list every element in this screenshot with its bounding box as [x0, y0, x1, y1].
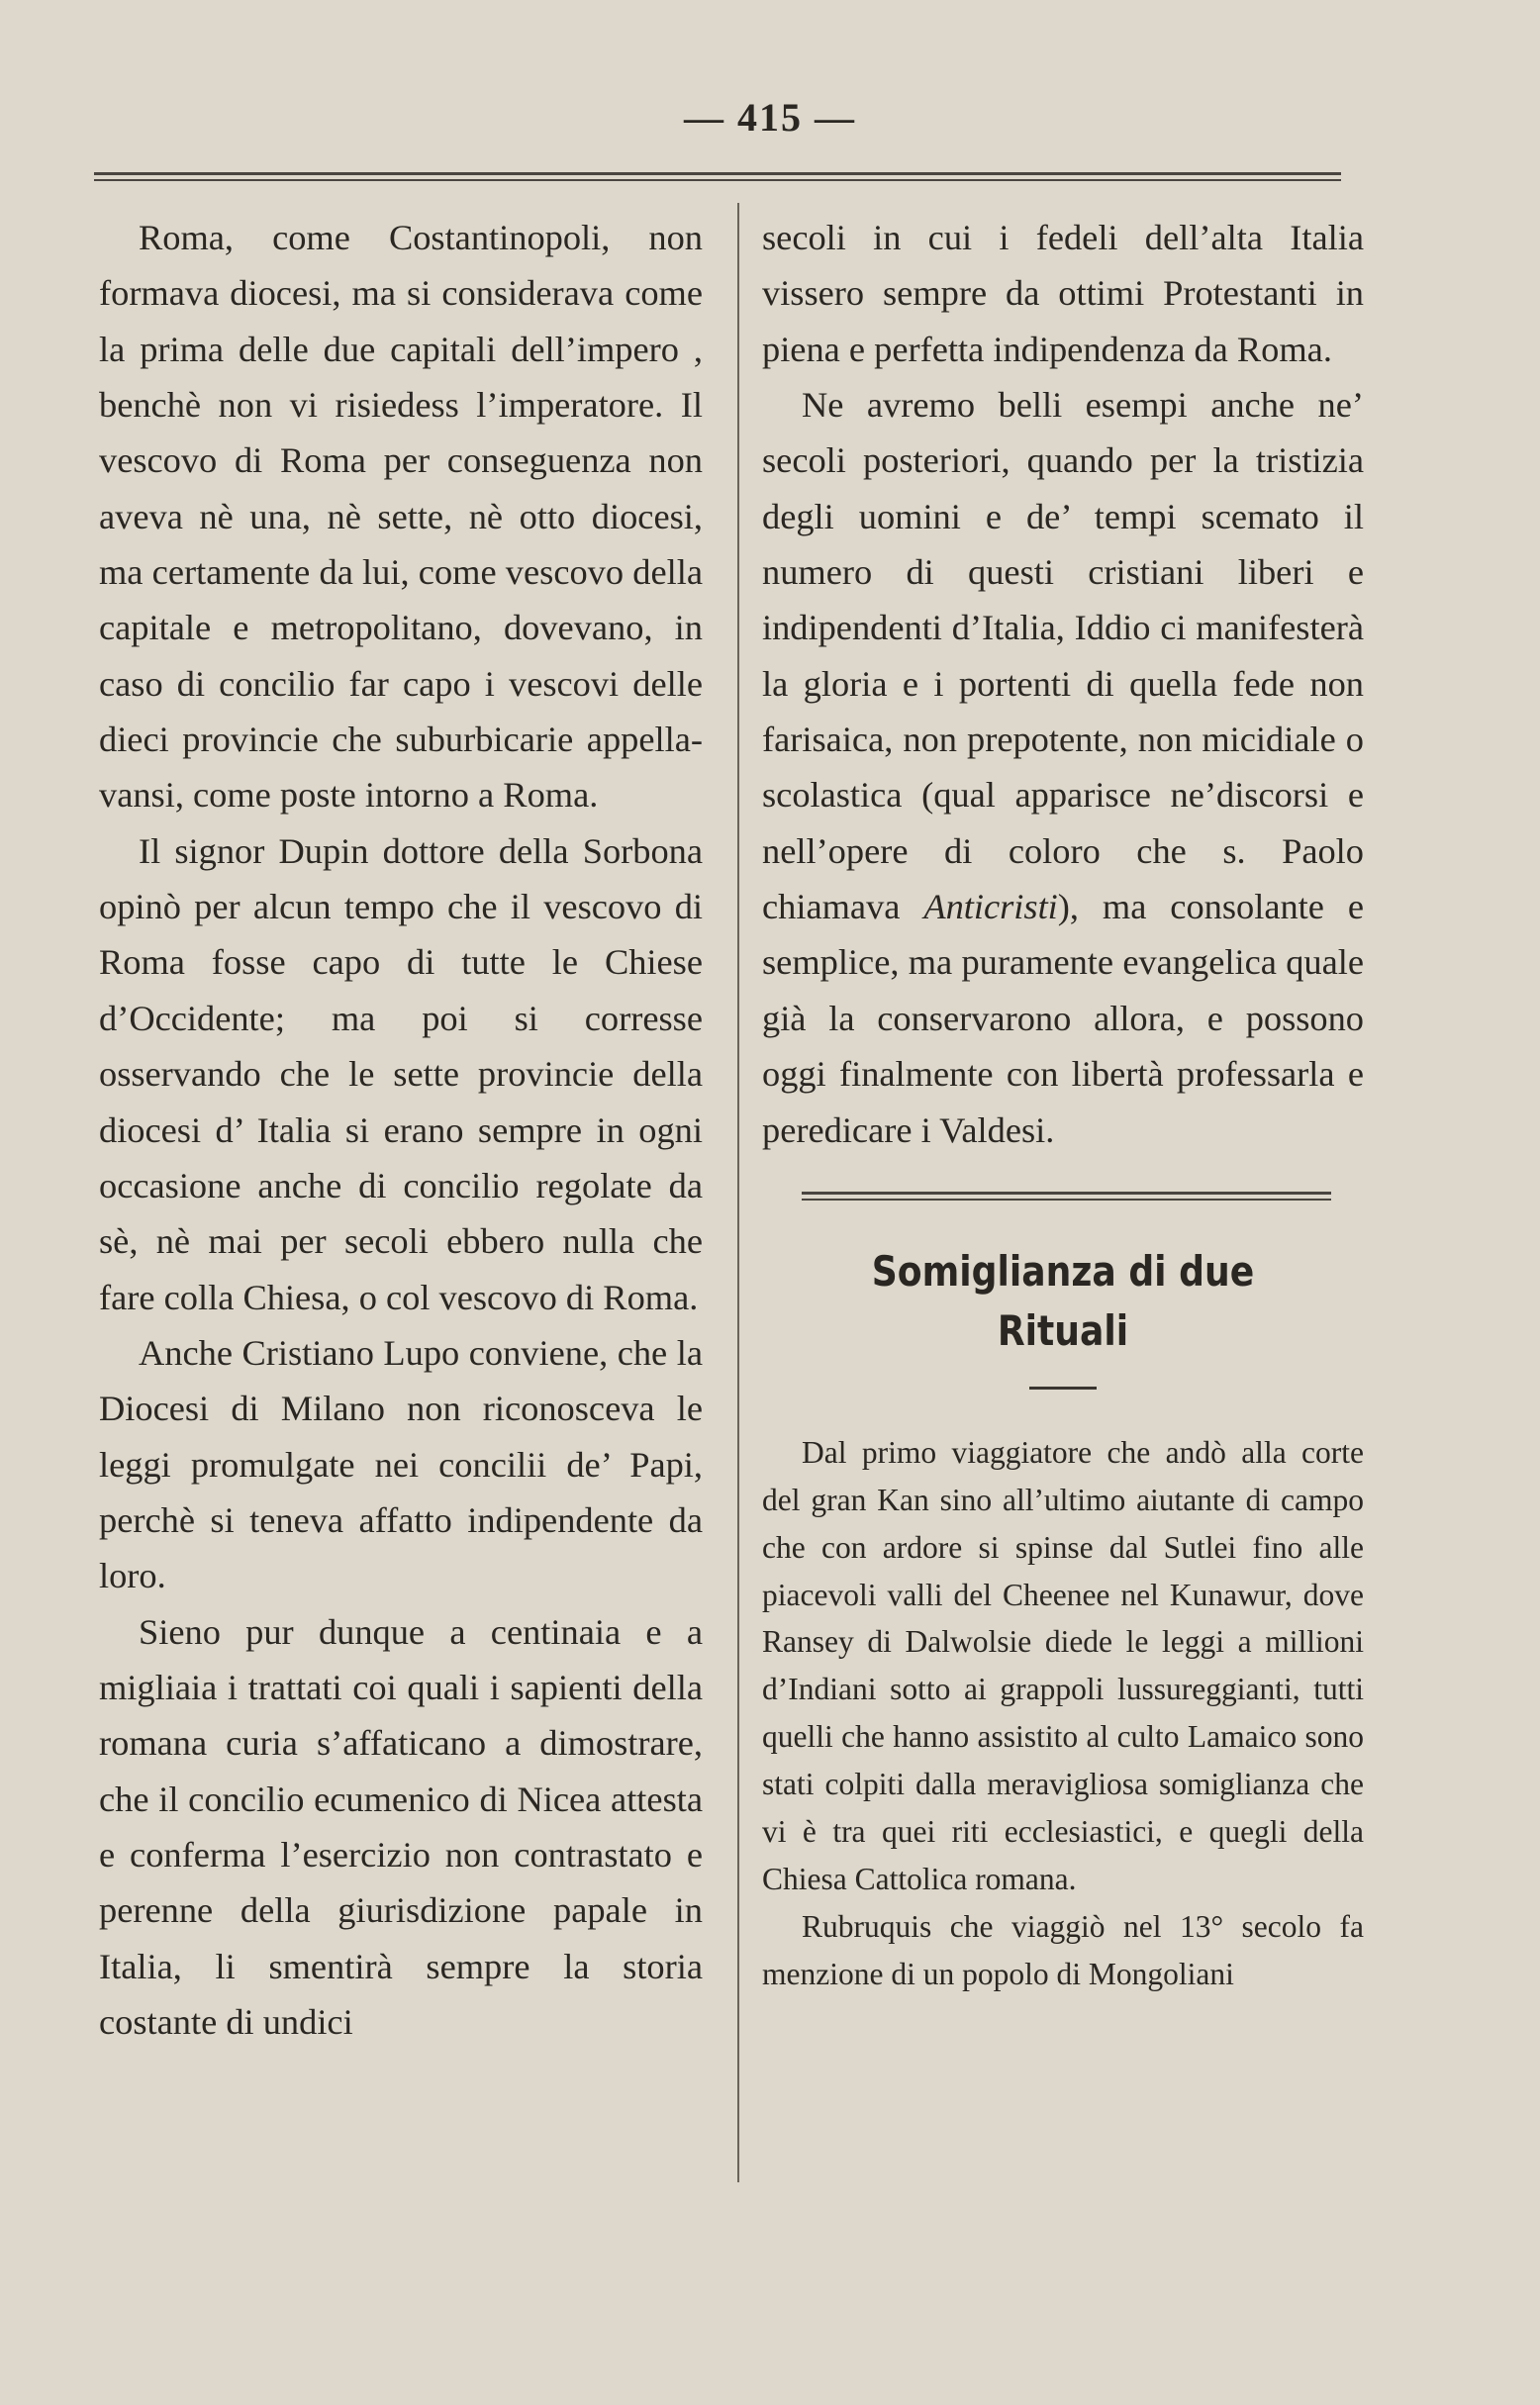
right-column — [762, 210, 1364, 1998]
title-dash — [1029, 1387, 1097, 1390]
left-paragraph-1: Roma, come Costantinopoli, non formava diocesi, ma si considerava come la prima delle due capitali dell’impero , benchè non vi risiedess l’imperatore. Il vescovo di Roma per conseguenza non aveva nè una, nè sette, nè otto diocesi, ma certamente da lui, come vescovo della capitale e metropolitano, dovevano, in caso di concilio far capo i vescovi delle dieci provincie che suburbicarie appellavansi, come poste intorno a Roma. — [99, 218, 703, 816]
left-column — [99, 210, 703, 2050]
italic-term: Anticristi — [923, 887, 1058, 927]
section-title: Somiglianza di due Rituali — [871, 1246, 1255, 1355]
header-double-rule — [94, 172, 1341, 181]
section-paragraph-2: Rubruquis che viaggiò nel 13° secolo fa menzione di un popolo di Mongoliani — [762, 1908, 1364, 1991]
page-number: — 415 — — [684, 95, 856, 140]
section-paragraph-1: Dal primo viaggiatore che andò alla corte del gran Kan sino all’ultimo aiutante di campo che con ardore si spinse dal Sutlei fino alle piacevoli valli del Cheenee nel Kunawur, dove Ransey di Dalwolsie diede le leggi a millioni d’Indiani sotto ai grappoli lussureggianti, tutti quelli che hanno assistito al culto Lamaico sono stati colpiti dalla meravigliosa somiglianza che vi è tra quei riti ecclesiastici, e quegli della Chiesa Cattolica romana. — [762, 1434, 1364, 1896]
right-continuation-paragraph: secoli in cui i fedeli dell’alta Italia vissero sempre da ottimi Protestanti in piena e perfetta indipendenza da Roma. — [762, 218, 1364, 369]
left-paragraph-2: Il signor Dupin dottore della Sorbona opinò per alcun tempo che il vescovo di Roma fosse capo di tutte le Chiese d’Occidente; ma poi si corresse osservando che le sette provincie della diocesi d’ Italia si erano sempre in ogni occasione anche di concilio regolate da sè, nè mai per secoli ebbero nulla che fare colla Chiesa, o col vescovo di Roma. — [99, 830, 703, 1317]
paragraph-2-text-b: ), ma consolante e semplice, ma puramente evangelica quale già la conservarono allora, e possono oggi finalmente con libertà professarla e peredicare i Valdesi. — [762, 887, 1364, 1150]
column-divider — [737, 203, 739, 2182]
left-paragraph-3: Anche Cristiano Lupo conviene, che la Diocesi di Milano non riconosceva le leggi promulgate nei concilii de’ Papi, perchè si teneva affatto indipendente da loro. — [99, 1332, 703, 1596]
section-body — [762, 1429, 1364, 1998]
left-paragraph-4: Sieno pur dunque a centinaia e a migliaia i trattati coi quali i sapienti della romana curia s’affaticano a dimostrare, che il concilio ecumenico di Nicea attesta e conferma l’esercizio non contrastato e perenne della giurisdizione papale in Italia, li smentirà sempre la storia costante di undici — [99, 1611, 703, 2042]
right-paragraph-2 — [762, 377, 1364, 1158]
paragraph-2-text-a: Ne avremo belli esempi anche ne’ secoli posteriori, quando per la tristizia degli uomini e de’ tempi scemato il numero di questi cristiani liberi e indipendenti d’Italia, Iddio ci manifesterà la gloria e i portenti di quella fede non farisaica, non prepotente, non micidiale o scolastica (qual apparisce ne’discorsi e nell’opere di coloro che s. Paolo chiamava — [762, 385, 1364, 927]
section-double-rule — [802, 1192, 1331, 1201]
